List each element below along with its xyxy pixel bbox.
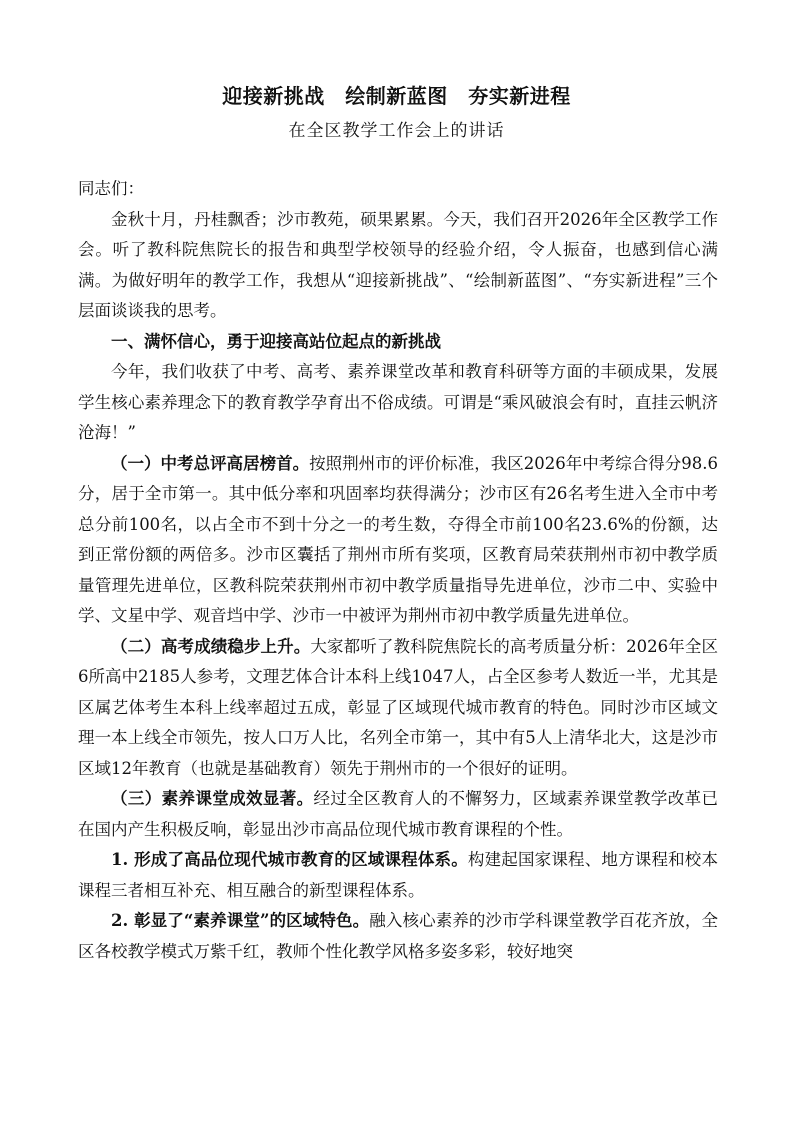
subitem-2-lead: 2. 彰显了“素养课堂”的区域特色。 xyxy=(111,911,370,930)
item-3-paragraph xyxy=(78,784,718,845)
subitem-1-text: 构建起国家课程、地方课程和校本课程三者相互补充、相互融合的新型课程体系。 xyxy=(78,850,718,900)
document-body xyxy=(78,174,718,967)
item-2-paragraph xyxy=(78,632,718,785)
document-title: 迎接新挑战 绘制新蓝图 夯实新进程 xyxy=(222,84,571,108)
document-subtitle: 在全区教学工作会上的讲话 xyxy=(288,121,505,141)
subitem-1-lead: 1. 形成了高品位现代城市教育的区域课程体系。 xyxy=(111,850,468,869)
subitem-2-text: 融入核心素养的沙市学科课堂教学百花齐放，全区各校教学模式万紫千红，教师个性化教学风格多姿多彩，较好地突 xyxy=(78,911,718,961)
item-3-text: 经过全区教育人的不懈努力，区域素养课堂教学改革已在国内产生积极反响，彰显出沙市高品位现代城市教育课程的个性。 xyxy=(78,789,719,839)
item-1-text: 按照荆州市的评价标准，我区2026年中考综合得分98.6分，居于全市第一。其中低分率和巩固率均获得满分；沙市区有26名考生进入全市中考总分前100名，以占全市不到十分之一的考生数，夺得全市前100名23.6%的份额，达到正常份额的两倍多。沙市区囊括了荆州市所有奖项，区教育局荣获荆州市初中教学质量管理先进单位，区教科院荣获荆州市初中教学质量指导先进单位，沙市二中、实验中学、文星中学、观音垱中学、沙市一中被评为荆州市初中教学质量先进单位。 xyxy=(78,453,719,625)
subitem-2-paragraph xyxy=(78,906,718,967)
intro-paragraph: 金秋十月，丹桂飘香；沙市教苑，硕果累累。今天，我们召开2026年全区教学工作会。听了教科院焦院长的报告和典型学校领导的经验介绍，令人振奋，也感到信心满满。为做好明年的教学工作，我想从“迎接新挑战”、“绘制新蓝图”、“夯实新进程”三个层面谈谈我的思考。 xyxy=(78,209,718,320)
salutation: 同志们： xyxy=(78,179,144,198)
item-2-text: 大家都听了教科院焦院长的高考质量分析：2026年全区6所高中2185人参考，文理艺体合计本科上线1047人，占全区参考人数近一半，尤其是区属艺体考生本科上线率超过五成，彰显了区域现代城市教育的特色。同时沙市区域文理一本上线全市领先，按人口万人比，名列全市第一，其中有5人上清华北大，这是沙市区域12年教育（也就是基础教育）领先于荆州市的一个很好的证明。 xyxy=(78,636,719,778)
section-1-intro: 今年，我们收获了中考、高考、素养课堂改革和教育科研等方面的丰硕成果，发展学生核心素养理念下的教育教学孕育出不俗成绩。可谓是“乘风破浪会有时，直挂云帆济沧海！” xyxy=(78,362,718,442)
subitem-1-paragraph xyxy=(78,845,718,906)
item-3-lead: （三）素养课堂成效显著。 xyxy=(111,789,314,808)
item-1-lead: （一）中考总评高居榜首。 xyxy=(111,453,310,473)
section-1-heading: 一、满怀信心，勇于迎接高站位起点的新挑战 xyxy=(111,331,441,351)
item-2-lead: （二）高考成绩稳步上升。 xyxy=(111,636,311,656)
item-1-paragraph xyxy=(78,449,718,632)
